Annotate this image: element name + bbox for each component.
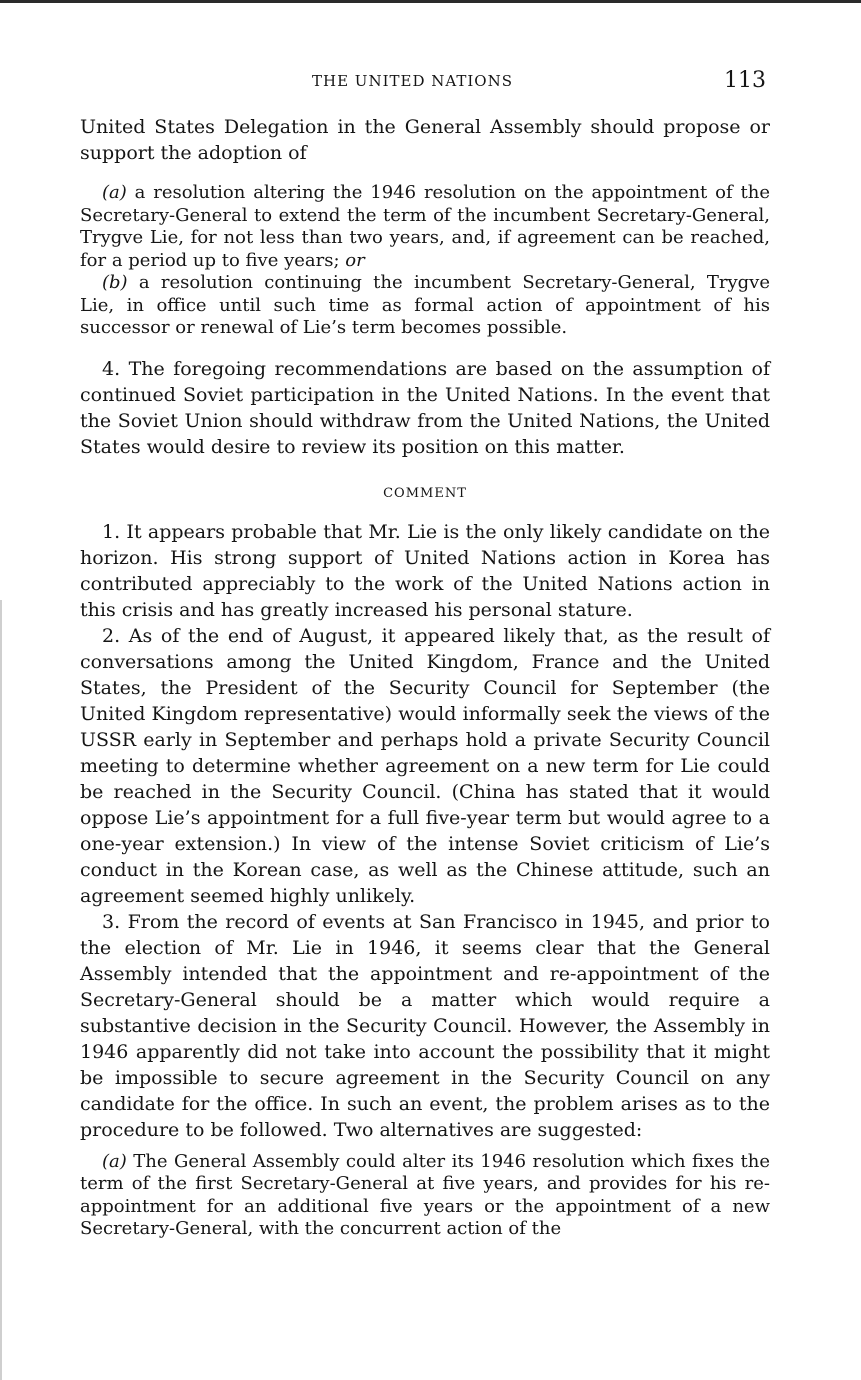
top-border xyxy=(0,0,861,3)
running-title: THE UNITED NATIONS xyxy=(312,72,514,90)
alternative-a xyxy=(80,1151,770,1241)
comment-paragraph-1: 1. It appears probable that Mr. Lie is the only likely candidate on the horizon. His strong support of United Nations action in Korea has contributed appreciably to the work of the United Nations action in this crisis and has greatly increased his personal stature. xyxy=(80,520,770,621)
page-edge-shadow xyxy=(0,600,2,1380)
option-a xyxy=(80,182,770,272)
option-a-label: (a) xyxy=(102,182,127,203)
option-b-text: a resolution continuing the incumbent Secretary-General, Trygve Lie, in office until such time as formal action of appointment of his successor or renewal of Lie’s term becomes possible. xyxy=(80,272,770,338)
option-b xyxy=(80,272,770,340)
option-b-label: (b) xyxy=(102,272,128,293)
comment-heading: COMMENT xyxy=(383,485,467,501)
comment-paragraph-3: 3. From the record of events at San Francisco in 1945, and prior to the election of Mr. Lie in 1946, it seems clear that the General Assembly intended that the appointment and re-appointment of the Secretary-General should be a matter which would require a substantive decision in the Security Council. However, the Assembly in 1946 apparently did not take into account the possibility that it might be impossible to secure agreement in the Security Council on any candidate for the office. In such an event, the problem arises as to the procedure to be followed. Two alternatives are suggested: xyxy=(80,910,770,1141)
alternative-a-label: (a) xyxy=(102,1150,127,1172)
option-a-text: a resolution altering the 1946 resolution on the appointment of the Secretary-General to extend the term of the incumbent Secretary-General, Trygve Lie, for not less than two years, and, if agreement can be reached, for a period up to five years; xyxy=(80,182,770,271)
comment-paragraph-2: 2. As of the end of August, it appeared likely that, as the result of conversations among the United Kingdom, France and the United States, the President of the Security Council for September (the United Kingdom representative) would informally seek the views of the USSR early in September and perhaps hold a private Security Council meeting to determine whether agreement on a new term for Lie could be reached in the Security Council. (China has stated that it would oppose Lie’s appointment for a full five-year term but would agree to a one-year extension.) In view of the intense Soviet criticism of Lie’s conduct in the Korean case, as well as the Chinese attitude, such an agreement seemed highly unlikely. xyxy=(80,624,770,907)
option-a-or: or xyxy=(345,249,365,271)
body-text xyxy=(80,114,770,1241)
page-number: 113 xyxy=(724,68,766,93)
running-header xyxy=(0,68,861,94)
intro-paragraph: United States Delegation in the General Assembly should propose or support the adoption of xyxy=(80,116,770,164)
recommendation-4: 4. The foregoing recommendations are based on the assumption of continued Soviet participation in the United Nations. In the event that the Soviet Union should withdraw from the United Nations, the United States would desire to review its position on this matter. xyxy=(80,357,770,458)
alternative-a-text: The General Assembly could alter its 1946 resolution which fixes the term of the first Secretary-General at five years, and provides for his re-appointment for an additional five years or the appointment of a new Secretary-General, with the concurrent action of the xyxy=(80,1150,770,1239)
